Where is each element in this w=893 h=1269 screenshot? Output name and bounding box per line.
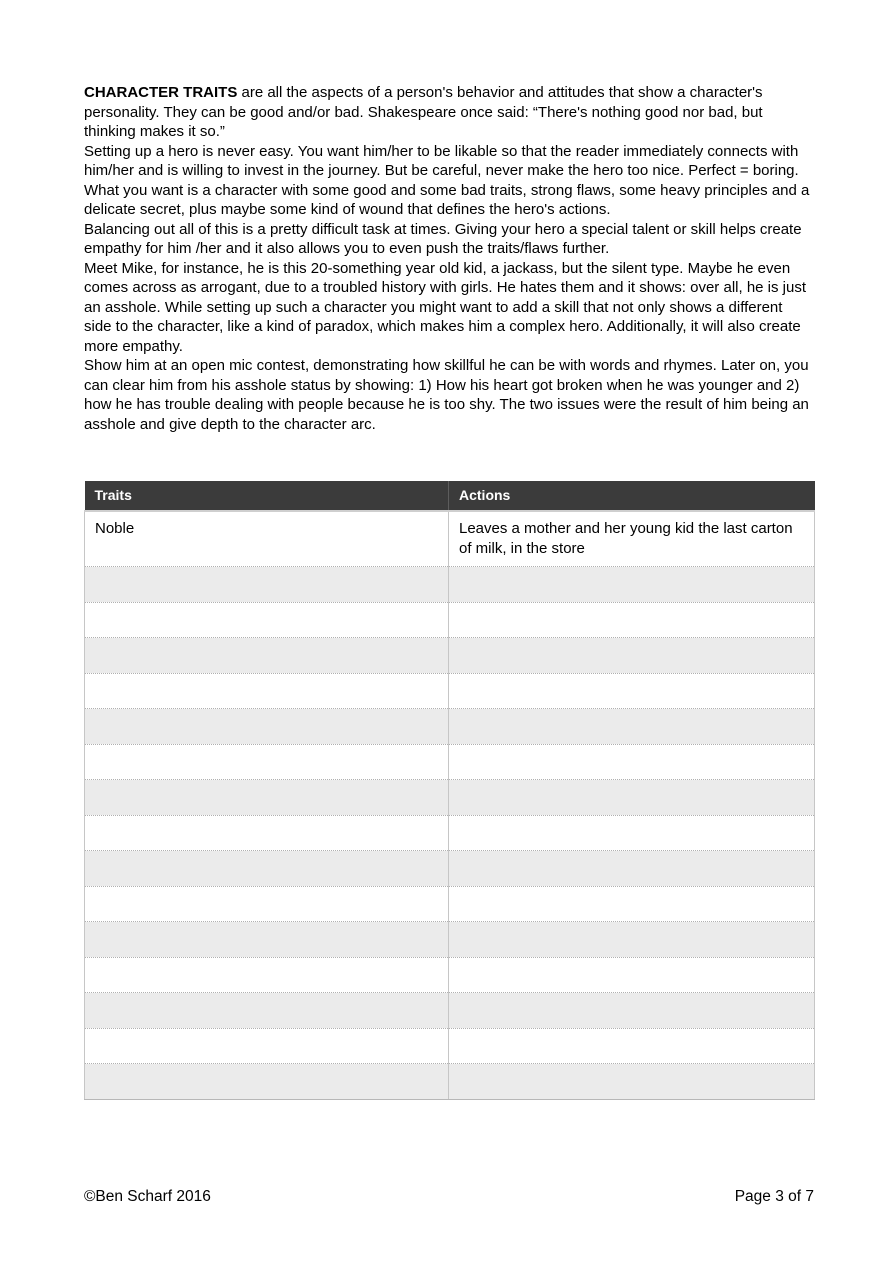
intro-text: [84, 83, 814, 434]
table-row: [85, 922, 815, 958]
action-cell: [449, 638, 815, 674]
character-traits-body: are all the aspects of a person's behavior and attitudes that show a character's personality. They can be good and/or bad. Shakespeare once said: “There's nothing good nor bad, but thinking makes it so.”: [84, 84, 763, 140]
trait-cell: [85, 851, 449, 887]
trait-cell: [85, 567, 449, 603]
trait-cell: [85, 993, 449, 1029]
trait-cell: [85, 638, 449, 674]
action-cell: [449, 851, 815, 887]
trait-cell: [85, 886, 449, 922]
character-traits-heading: CHARACTER TRAITS: [84, 84, 238, 101]
trait-cell: [85, 922, 449, 958]
action-cell: [449, 673, 815, 709]
paragraph-balancing: Balancing out all of this is a pretty difficult task at times. Giving your hero a special talent or skill helps create empathy for him /her and it also allows you to even push the traits/flaws further.: [84, 220, 802, 257]
table-row: [85, 957, 815, 993]
table-row: [85, 815, 815, 851]
table-row: [85, 851, 815, 887]
action-cell: [449, 744, 815, 780]
copyright-text: ©Ben Scharf 2016: [84, 1188, 211, 1205]
trait-cell: [85, 780, 449, 816]
traits-actions-table: [84, 481, 815, 1100]
paragraph-open-mic: Show him at an open mic contest, demonstrating how skillful he can be with words and rhymes. Later on, you can clear him from his asshole status by showing: 1) How his heart got broken when he was younger and 2) how he has trouble dealing with people because he is too shy. The two issues were the result of him being an asshole and give depth to the character arc.: [84, 357, 809, 433]
table-header-actions: Actions: [449, 481, 815, 511]
trait-cell: Noble: [85, 511, 449, 567]
paragraph-setting-up-hero: Setting up a hero is never easy. You want him/her to be likable so that the reader immediately connects with him/her and is willing to invest in the journey. But be careful, never make the hero too nice. Perfect = boring. What you want is a character with some good and some bad traits, strong flaws, some heavy principles and a delicate secret, plus maybe some kind of wound that defines the hero's actions.: [84, 142, 810, 218]
paragraph-character-traits: [84, 83, 814, 142]
action-cell: [449, 780, 815, 816]
action-cell: [449, 602, 815, 638]
trait-cell: [85, 709, 449, 745]
page-number: Page 3 of 7: [734, 1188, 814, 1205]
table-row: [85, 993, 815, 1029]
action-cell: [449, 1064, 815, 1100]
trait-cell: [85, 673, 449, 709]
table-row: [85, 511, 815, 567]
action-cell: [449, 886, 815, 922]
trait-cell: [85, 744, 449, 780]
table-row: [85, 673, 815, 709]
action-cell: Leaves a mother and her young kid the last carton of milk, in the store: [449, 511, 815, 567]
paragraph-meet-mike: Meet Mike, for instance, he is this 20-something year old kid, a jackass, but the silent type. Maybe he even comes across as arrogant, due to a troubled history with girls. He hates them and it shows: over all, he is just an asshole. While setting up such a character you might want to add a skill that not only shows a different side to the character, like a kind of paradox, which makes him a complex hero. Additionally, it will also create more empathy.: [84, 259, 807, 355]
trait-cell: [85, 815, 449, 851]
action-cell: [449, 957, 815, 993]
table-row: [85, 1028, 815, 1064]
table-row: [85, 1064, 815, 1100]
table-row: [85, 886, 815, 922]
table-row: [85, 638, 815, 674]
action-cell: [449, 567, 815, 603]
table-row: [85, 567, 815, 603]
table-row: [85, 709, 815, 745]
table-row: [85, 780, 815, 816]
table-header-traits: Traits: [85, 481, 449, 511]
action-cell: [449, 922, 815, 958]
trait-cell: [85, 957, 449, 993]
table-row: [85, 744, 815, 780]
table-header-row: [85, 481, 815, 511]
action-cell: [449, 815, 815, 851]
action-cell: [449, 709, 815, 745]
trait-cell: [85, 602, 449, 638]
trait-cell: [85, 1064, 449, 1100]
action-cell: [449, 993, 815, 1029]
table-row: [85, 602, 815, 638]
trait-cell: [85, 1028, 449, 1064]
footer: [84, 1188, 814, 1206]
action-cell: [449, 1028, 815, 1064]
